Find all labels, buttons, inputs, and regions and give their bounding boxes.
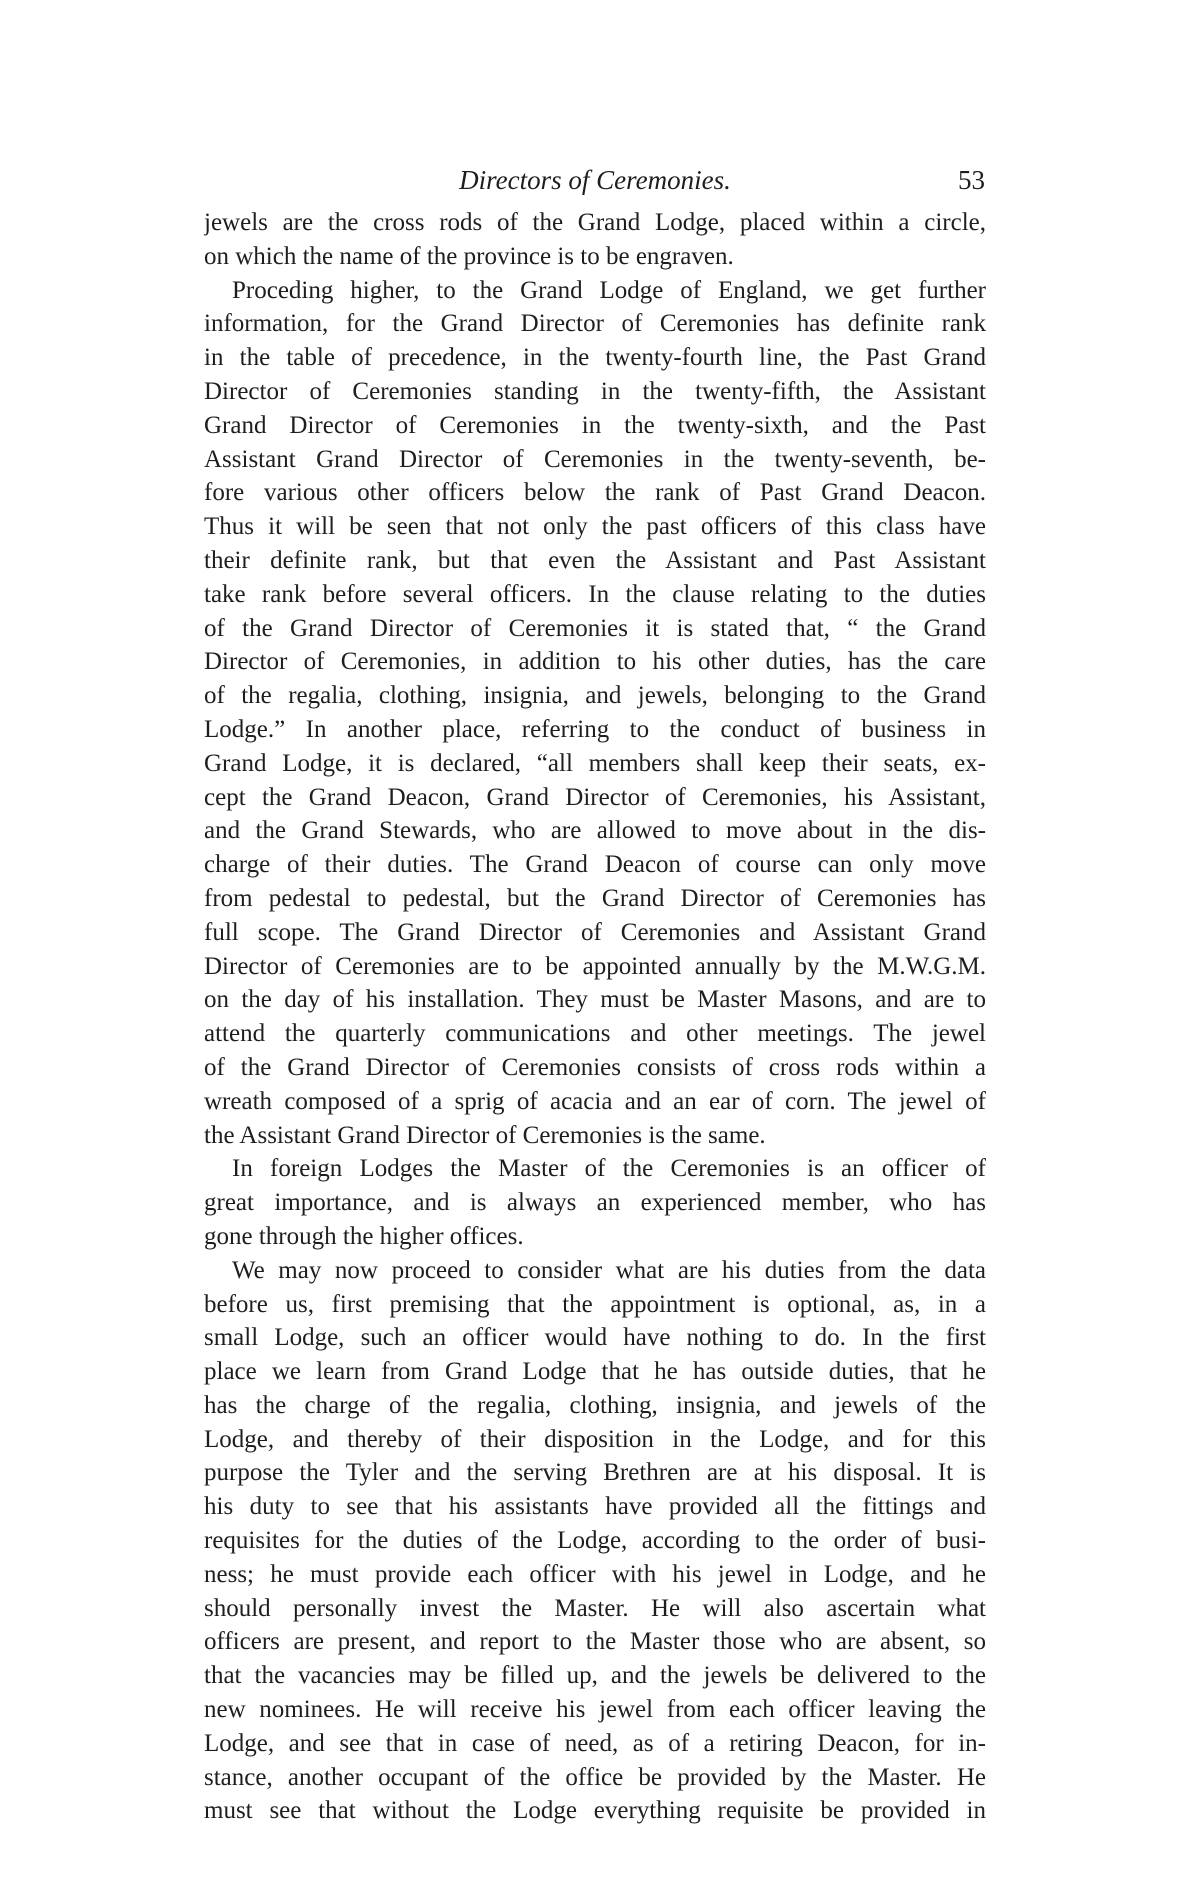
running-head: Directors of Ceremonies. [459,165,731,195]
text-line: on the day of his installation. They must be Master Masons, and are to [204,986,986,1014]
text-line: in the table of precedence, in the twenty-fourth line, the Past Grand [204,344,986,372]
text-line: Thus it will be seen that not only the past officers of this class have [204,513,986,541]
text-line: We may now proceed to consider what are his duties from the data [232,1256,986,1284]
text-line: Lodge, and see that in case of need, as of a retiring Deacon, for in- [204,1729,986,1757]
page-number: 53 [958,165,985,195]
text-line: requisites for the duties of the Lodge, according to the order of busi- [204,1527,986,1555]
text-line: gone through the higher offices. [204,1222,524,1250]
text-line: Assistant Grand Director of Ceremonies in the twenty-seventh, be- [204,445,986,473]
text-line: of the Grand Director of Ceremonies consists of cross rods within a [204,1053,986,1081]
text-line: In foreign Lodges the Master of the Ceremonies is an officer of [232,1155,986,1183]
text-line: Lodge, and thereby of their disposition in the Lodge, and for this [204,1425,986,1453]
text-line: Director of Ceremonies are to be appointed annually by the M.W.G.M. [204,952,986,980]
text-line: take rank before several officers. In the clause relating to the duties [204,580,986,608]
text-line: wreath composed of a sprig of acacia and an ear of corn. The jewel of [204,1087,986,1115]
text-line: stance, another occupant of the office be provided by the Master. He [204,1763,986,1791]
text-line: cept the Grand Deacon, Grand Director of Ceremonies, his Assistant, [204,783,986,811]
text-line: Lodge.” In another place, referring to the conduct of business in [204,715,986,743]
text-line: on which the name of the province is to be engraven. [204,242,734,270]
text-line: ness; he must provide each officer with his jewel in Lodge, and he [204,1560,986,1588]
text-line: information, for the Grand Director of Ceremonies has definite rank [204,310,986,338]
text-line: new nominees. He will receive his jewel from each officer leaving the [204,1696,986,1724]
text-line: Proceding higher, to the Grand Lodge of England, we get further [232,276,986,304]
text-line: attend the quarterly communications and other meetings. The jewel [204,1020,986,1048]
page-header [205,162,985,198]
text-line: their definite rank, but that even the Assistant and Past Assistant [204,546,986,574]
text-line: that the vacancies may be filled up, and the jewels be delivered to the [204,1662,986,1690]
text-line: of the regalia, clothing, insignia, and jewels, belonging to the Grand [204,682,986,710]
text-line: Director of Ceremonies, in addition to his other duties, has the care [204,648,986,676]
text-line: charge of their duties. The Grand Deacon of course can only move [204,851,986,879]
text-line: before us, first premising that the appointment is optional, as, in a [204,1290,986,1318]
text-line: purpose the Tyler and the serving Brethren are at his disposal. It is [204,1459,986,1487]
text-line: full scope. The Grand Director of Ceremonies and Assistant Grand [204,918,986,946]
text-line: place we learn from Grand Lodge that he has outside duties, that he [204,1358,986,1386]
text-line: Grand Director of Ceremonies in the twenty-sixth, and the Past [204,411,986,439]
text-line: small Lodge, such an officer would have nothing to do. In the first [204,1324,986,1352]
text-line: of the Grand Director of Ceremonies it is stated that, “ the Grand [204,614,986,642]
text-line: must see that without the Lodge everything requisite be provided in [204,1797,986,1825]
text-line: officers are present, and report to the Master those who are absent, so [204,1628,986,1656]
text-line: Grand Lodge, it is declared, “all members shall keep their seats, ex- [204,749,986,777]
text-line: Director of Ceremonies standing in the twenty-fifth, the Assistant [204,377,986,405]
text-line: should personally invest the Master. He will also ascertain what [204,1594,986,1622]
text-line: fore various other officers below the rank of Past Grand Deacon. [204,479,986,507]
text-line: has the charge of the regalia, clothing, insignia, and jewels of the [204,1391,986,1419]
text-line: from pedestal to pedestal, but the Grand Director of Ceremonies has [204,884,986,912]
body-text [204,206,986,1828]
text-line: jewels are the cross rods of the Grand Lodge, placed within a circle, [204,209,986,236]
text-line: the Assistant Grand Director of Ceremonies is the same. [204,1121,766,1149]
text-line: and the Grand Stewards, who are allowed to move about in the dis- [204,817,986,845]
text-line: his duty to see that his assistants have provided all the fittings and [204,1493,986,1521]
text-line: great importance, and is always an experienced member, who has [204,1189,986,1217]
